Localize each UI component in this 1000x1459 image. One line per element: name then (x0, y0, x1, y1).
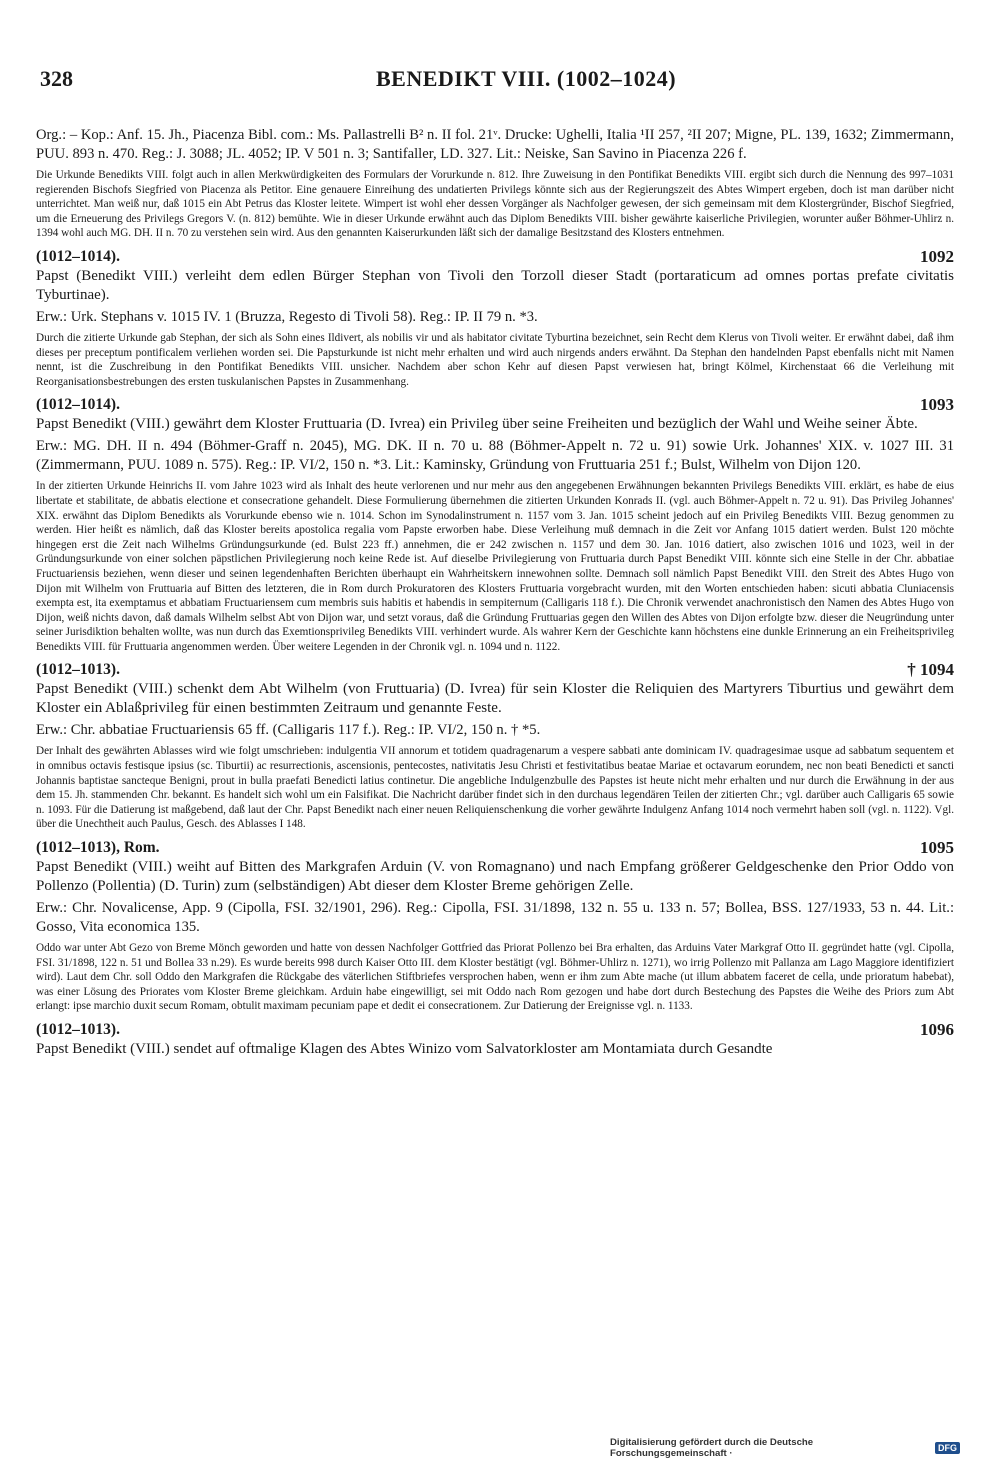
prev-entry-meta: Org.: – Kop.: Anf. 15. Jh., Piacenza Bibl. com.: Ms. Pallastrelli B² n. II fol. 21ᵛ. Drucke: Ughelli, Italia ¹II 257, ²II 207; Migne, PL. 139, 1632; Zimmermann, PUU. 893 n. 470. Reg.: J. 3088; JL. 4052; IP. V 501 n. 3; Santifaller, LD. 327. Lit.: Neiske, San Savino in Piacenza 226 f. (36, 127, 954, 162)
regest-number: 1095 (920, 838, 954, 858)
regest-text-1093: Papst Benedikt (VIII.) gewährt dem Kloster Fruttuaria (D. Ivrea) ein Privileg über seine Freiheiten und bezüglich der Wahl und Weihe seiner Äbte. (36, 416, 918, 433)
regest-commentary-1093: In der zitierten Urkunde Heinrichs II. vom Jahre 1023 wird als Inhalt des heute verlorenen und nur mehr aus den angegebenen Erwähnungen bekannten Privilegs Benedikts VIII. erklärt, es habe de eius libertate et stabilitate, de abbatis electione et consecratione gehandelt. Diese Formulierung übernehmen die zitierten Urkunden Konrads II. (vgl. auch Böhmer-Appelt n. 72 u. 91). Das Privileg Johannes' XIX. erwähnt das Diplom Benedikts als Vorurkunde ebenso wie n. 1014. Schon im Synodalinstrument n. 1157 vom 3. Jan. 1015 scheint jedoch auf ein Privileg Benedikts VIII. Bezug genommen zu werden. Hier heißt es nämlich, daß das Kloster bereits apostolica regalia vom Papste erworben habe. Diese Verleihung muß demnach in die Zeit vor Anfang 1015 datiert werden. Bulst 120 möchte hingegen erst die Zeit nach Wilhelms Gründungsurkunde (ed. Bulst 223 ff.) annehmen, die er 242 zwischen n. 1157 und dem 30. Jan. 1016 datiert, also zwischen 1016 und 1023, weil in der Gründungsurkunde von einer solchen päpstlichen Privilegierung noch keine Rede ist. Auf dieselbe Privilegierung von Fruttuaria durch Papst Benedikt VIII. könnte sich eine Stelle in der Chr. abbatiae Fructuariensis beziehen, wenn dieser und seinen legendenhaften Berichten überhaupt ein Wahrheitskern innewohnen sollte. Demnach soll nämlich Papst Benedikt VIII. den Streit des Abtes Hugo von Dijon mit Wilhelm von Fruttuaria auf Bitten des letzteren, die in Rom durch Prokuratoren des Klosters Fruttuaria vorgebracht wurden, mit den Worten entschieden haben: sicuti abbatia Cluniacensis exempta est, ita exemptamus et abbatiam Fructuariensem cum membris suis habitis et habendis in sempiternum (Calligaris 118 f.). Die Chronik verwendet anachronistisch den Namen des Abtes Hugo von Dijon, weiß nichts davon, daß damals Wilhelm selbst Abt von Dijon war, und setzt voraus, daß die Gründung Fruttuarias gegen den Willen des Abtes von Dijon erfolgte bzw. dieser die Neugründung unter seiner Jurisdiktion behalten wollte, was nun durch das Exemtionsprivileg Benedikts VIII. verhindert wurde. Als wahrer Kern der Geschichte kann höchstens eine dunkle Erinnerung an ein Freiheitsprivileg Benedikts VIII. für Fruttuaria angenommen werden. Über weitere Legenden in der Chronik vgl. n. 1094 und n. 1122. (36, 480, 954, 653)
prev-entry-commentary: Die Urkunde Benedikts VIII. folgt auch in allen Merkwürdigkeiten des Formulars der Vorurkunde n. 812. Ihre Zuweisung in den Pontifikat Benedikts VIII. ergibt sich durch die Nennung des 997–1031 regierenden Bischofs Siegfried von Piacenza als Petitor. Eine genauere Einreihung des undatierten Privilegs könnte sich aus der Regierungszeit des Abtes Wimpert ergeben, doch ist man darüber nicht unterrichtet. Man weiß nur, daß 1015 ein Abt Petrus das Kloster leitete. Wimpert ist wohl eher dessen Vorgänger als Nachfolger gewesen, der sich gemeinsam mit dem Klostergründer, Bischof Siegfried, um die Erneuerung des Privilegs Gregors V. (n. 812) bemühte. Wie in dieser Urkunde erwähnt auch das Diplom Benedikts VIII. bisher gewährte kaiserliche Privilegien, worunter außer Böhmer-Uhlirz n. 1394 wohl auch MG. DH. II n. 70 zu verstehen sein wird. Aus den genannten Kaiserurkunden läßt sich der damalige Besitzstand des Klosters entnehmen. (36, 169, 954, 240)
regest-number: 1096 (920, 1020, 954, 1039)
regest-heading-1095 (36, 838, 954, 857)
regest-text-1096: Papst Benedikt (VIII.) sendet auf oftmalige Klagen des Abtes Winizo vom Salvatorkloster am Montamiata durch Gesandte (36, 1041, 773, 1057)
regest-commentary-1094: Der Inhalt des gewährten Ablasses wird wie folgt umschrieben: indulgentia VII annorum et totidem quadragenarum a vespere sabbati ante dominicam IV. quadragesimae usque ad sabbatum sequentem et in omnibus octavis festisque ipsius (sc. Tiburtii) ac resurrectionis, ascensionis, pentecostes, nativitatis Jesu Christi et festivitatibus beatae Mariae et octavarum eorundem, nec non beati Benedicti et sancti Johannis baptistae sancteque Benigni, prout in bulla praefati Benedicti latius continetur. Die angebliche Indulgenzbulle des Papstes ist heute nicht mehr erhalten und nur durch die Erwähnung in der aus dem 15. Jh. stammenden Chr. bekannt. Es handelt sich wohl um ein Falsifikat. Die Nachricht darüber findet sich in den durchaus legendären Teilen der zitierten Chr.; vgl. darüber auch Calligaris 65 sowie n. 1093. Für die Datierung ist maßgebend, daß laut der Chr. Papst Benedikt nach einer neuen Reliquienschenkung die vorher gewährte Indulgenz Anfang 1014 noch vermehrt haben soll (vgl. n. 1122). Vgl. über die Unechtheit auch Paulus, Gesch. des Ablasses I 148. (36, 745, 954, 831)
regest-date: (1012–1013). (36, 1021, 120, 1038)
running-head (36, 66, 954, 96)
regest-commentary-1092: Durch die zitierte Urkunde gab Stephan, der sich als Sohn eines Ildivert, als nobilis vir und als habitator civitate Tyburtina bezeichnet, sein Recht dem Klerus von Tivoli weiter. Er erwähnt dabei, daß ihm dieses per preceptum pontificalem verliehen worden sei. Die Papsturkunde ist nicht mehr erhalten und wird auch nirgends anders erwähnt. Da Stephan den handelnden Papst ebenfalls nicht mit Namen nennt, ist die Zuschreibung in den Pontifikat Benedikts VIII. unsicher. Nachdem aber schon Kehr auf diesen Papst verwiesen hat, bringt Kölmel, Kirchenstaat 66 die Verleihung mit Reorganisationsbestrebungen des ersten tuskulanischen Papstes in Zusammenhang. (36, 331, 954, 388)
regest-text-1092: Papst (Benedikt VIII.) verleiht dem edlen Bürger Stephan von Tivoli den Torzoll dieser Stadt (portaraticum ad omnes portas prefate civitatis Tyburtinae). (36, 267, 954, 303)
regest-heading-1096 (36, 1020, 954, 1039)
running-title: BENEDIKT VIII. (1002–1024) (376, 66, 677, 91)
regest-number: 1093 (920, 395, 954, 415)
regest-commentary-1095: Oddo war unter Abt Gezo von Breme Mönch geworden und hatte von dessen Nachfolger Gottfried das Priorat Pollenzo bei Bra erhalten, das Arduins Vater Markgraf Otto II. gegründet hatte (vgl. Cipolla, FSI. 31/1898, 122 n. 51 und Bollea 33 n.29). Es wurde bereits 998 durch Kaiser Otto III. dem Kloster bestätigt (vgl. Böhmer-Uhlirz n. 1271), wo irrig Pollenzo mit Pallanza am Lago Maggiore identifiziert wird). Laut dem Chr. soll Oddo den Markgrafen die Rückgabe des väterlichen Stiftbriefes versprochen haben, wenn er ihm zum Abte mache (ut illum abbatem faceret de cella, unde prioratum habebat), was einer Lösung des Priorates vom Kloster Breme gleichkam. Arduin habe eingewilligt, sei mit Oddo nach Rom gezogen und habe dort durch Bestechung des Papstes die Weihe des Priors zum Abt erlangt: ipse marchio duxit secum Romam, obtulit maximam pecuniam pape et dedit ei consecrationem. Zur Datierung der Ereignisse vgl. n. 1133. (36, 942, 954, 1013)
regest-meta-1094: Erw.: Chr. abbatiae Fructuariensis 65 ff. (Calligaris 117 f.). Reg.: IP. VI/2, 150 n. † *5. (36, 722, 541, 739)
regest-date: (1012–1013). (36, 661, 120, 679)
page-number: 328 (40, 66, 73, 91)
regest-number: † 1094 (907, 660, 954, 680)
regest-heading-1094 (36, 660, 954, 679)
regest-heading-1093 (36, 395, 954, 414)
regest-date: (1012–1013), Rom. (36, 839, 160, 857)
regest-meta-1092: Erw.: Urk. Stephans v. 1015 IV. 1 (Bruzza, Regesto di Tivoli 58). Reg.: IP. II 79 n. *3. (36, 308, 538, 325)
regest-text-1094: Papst Benedikt (VIII.) schenkt dem Abt Wilhelm (von Fruttuaria) (D. Ivrea) für sein Kloster die Reliquien des Martyrers Tiburtius und gewährt dem Kloster ein Ablaßprivileg für einen bestimmten Zeitraum und genannte Feste. (36, 681, 954, 717)
regest-meta-1093: Erw.: MG. DH. II n. 494 (Böhmer-Graff n. 2045), MG. DK. II n. 70 u. 88 (Böhmer-Appelt n. 72 u. 91) sowie Urk. Johannes' XIX. v. 1027 III. 31 (Zimmermann, PUU. 1089 n. 575). Reg.: IP. VI/2, 150 n. *3. Lit.: Kaminsky, Gründung von Fruttuaria 251 f.; Bulst, Wilhelm von Dijon 120. (36, 438, 954, 474)
dfg-logo-icon: DFG (935, 1442, 960, 1454)
regest-heading-1092 (36, 247, 954, 266)
footer-text: Digitalisierung gefördert durch die Deutsche Forschungsgemeinschaft · (610, 1437, 814, 1459)
regest-date: (1012–1014). (36, 396, 120, 414)
regest-date: (1012–1014). (36, 247, 120, 265)
regest-text-1095: Papst Benedikt (VIII.) weiht auf Bitten des Markgrafen Arduin (V. von Romagnano) und nach Empfang größerer Geldgeschenke den Prior Oddo von Pollenzo (Pollentia) (D. Turin) zum (selbständigen) Abt dieser dem Kloster Breme gehörigen Zelle. (36, 859, 954, 895)
regest-number: 1092 (920, 246, 954, 266)
page-content (36, 126, 954, 1062)
regest-meta-1095: Erw.: Chr. Novalicense, App. 9 (Cipolla, FSI. 32/1901, 296). Reg.: Cipolla, FSI. 31/1898, 132 n. 55 u. 133 n. 57; Bollea, BSS. 127/1933, 53 n. 44. Lit.: Gosso, Vita economica 135. (36, 900, 954, 936)
digitization-footer (610, 1437, 960, 1459)
